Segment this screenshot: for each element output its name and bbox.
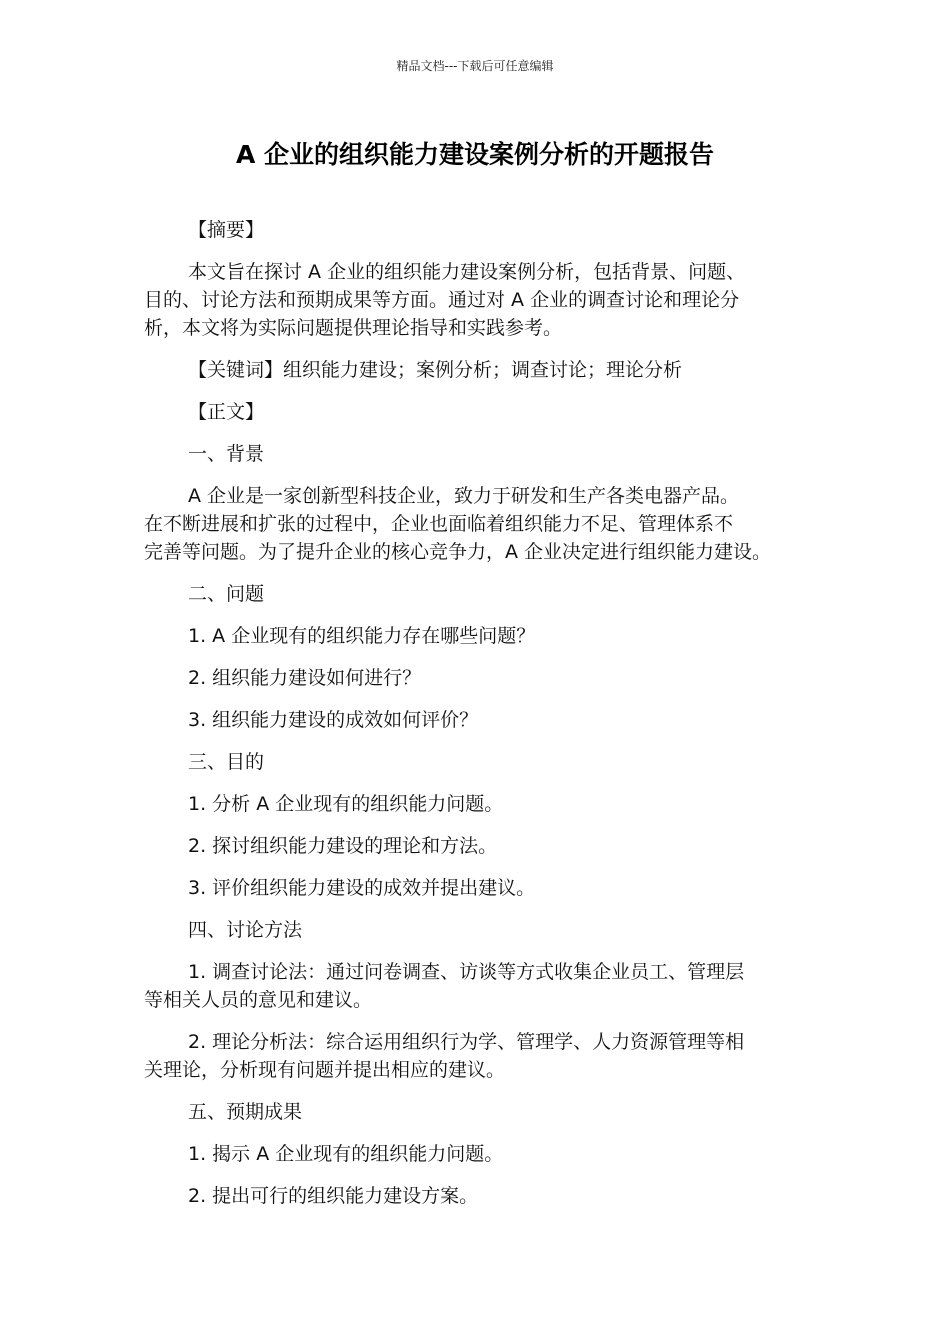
text-line: 在不断进展和扩张的过程中，企业也面临着组织能力不足、管理体系不	[144, 513, 734, 535]
list-item	[144, 1028, 824, 1084]
list-item: 1. 揭示 A 企业现有的组织能力问题。	[188, 1143, 504, 1165]
text-line: 2. 理论分析法：综合运用组织行为学、管理学、人力资源管理等相	[188, 1031, 745, 1053]
main-heading: 【正文】	[188, 401, 265, 423]
list-item: 3. 评价组织能力建设的成效并提出建议。	[188, 877, 536, 899]
list-item: 2. 探讨组织能力建设的理论和方法。	[188, 835, 498, 857]
list-item: 1. A 企业现有的组织能力存在哪些问题？	[188, 625, 536, 647]
abstract-paragraph	[144, 258, 824, 342]
text-line: 等相关人员的意见和建议。	[144, 989, 373, 1011]
list-item: 1. 分析 A 企业现有的组织能力问题。	[188, 793, 504, 815]
list-item: 3. 组织能力建设的成效如何评价？	[188, 709, 479, 731]
abstract-heading: 【摘要】	[188, 219, 265, 241]
list-item: 2. 组织能力建设如何进行？	[188, 667, 422, 689]
background-paragraph	[144, 482, 824, 566]
section-heading-objectives: 三、目的	[188, 751, 265, 773]
list-item	[144, 958, 824, 1014]
text-line: 关理论，分析现有问题并提出相应的建议。	[144, 1059, 506, 1081]
list-item: 2. 提出可行的组织能力建设方案。	[188, 1185, 479, 1207]
section-heading-background: 一、背景	[188, 443, 265, 465]
document-body	[144, 216, 824, 1224]
section-heading-methods: 四、讨论方法	[188, 919, 303, 941]
text-line: 本文旨在探讨 A 企业的组织能力建设案例分析，包括背景、问题、	[188, 261, 746, 283]
page-header: 精品文档---下载后可任意编辑	[396, 59, 554, 73]
text-line: 1. 调查讨论法：通过问卷调查、访谈等方式收集企业员工、管理层	[188, 961, 745, 983]
document-title: A 企业的组织能力建设案例分析的开题报告	[235, 140, 715, 169]
text-line: 目的、讨论方法和预期成果等方面。通过对 A 企业的调查讨论和理论分	[144, 289, 740, 311]
keywords: 【关键词】组织能力建设；案例分析；调查讨论；理论分析	[188, 359, 683, 381]
text-line: 析，本文将为实际问题提供理论指导和实践参考。	[144, 317, 563, 339]
section-heading-outcomes: 五、预期成果	[188, 1101, 303, 1123]
text-line: 完善等问题。为了提升企业的核心竞争力，A 企业决定进行组织能力建设。	[144, 541, 772, 563]
section-heading-questions: 二、问题	[188, 583, 265, 605]
text-line: A 企业是一家创新型科技企业，致力于研发和生产各类电器产品。	[188, 485, 740, 507]
